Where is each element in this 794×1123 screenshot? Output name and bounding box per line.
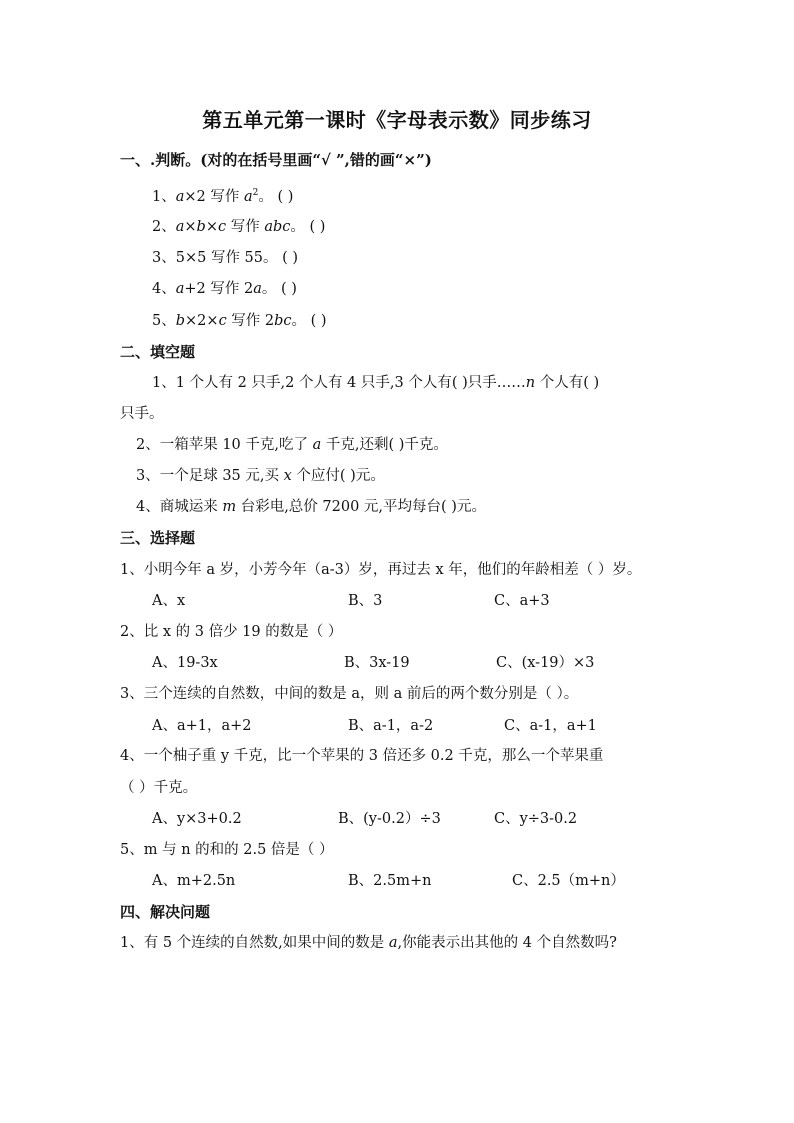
- choice-q5-option-c: C、2.5（m+n）: [512, 873, 625, 889]
- choice-q2-option-b: B、3x-19: [344, 655, 410, 671]
- fill-in-q1-line1: 1、1 个人有 2 只手,2 个人有 4 只手,3 个人有( )只手……n 个人有( ): [152, 375, 600, 391]
- choice-q1: 1、小明今年 a 岁，小芳今年（a-3）岁，再过去 x 年，他们的年龄相差（ ）岁。: [120, 562, 642, 578]
- judgment-item-3: 3、5×5 写作 55。 ( ): [152, 250, 299, 266]
- choice-q4-option-b: B、(y-0.2）÷3: [338, 811, 441, 827]
- choice-q3-option-b: B、a-1，a-2: [348, 718, 434, 734]
- choice-q5-option-b: B、2.5m+n: [348, 873, 432, 889]
- choice-q2-option-c: C、(x-19）×3: [496, 655, 595, 671]
- choice-q4-line1: 4、一个柚子重 y 千克，比一个苹果的 3 倍还多 0.2 千克，那么一个苹果重: [120, 748, 604, 764]
- choice-q5: 5、m 与 n 的和的 2.5 倍是（ ）: [120, 842, 334, 858]
- judgment-item-1: 1、a×2 写作 $a^2$。 ( ): [152, 188, 294, 205]
- section-heading-judgment: 一、.判断。(对的在括号里画“√ ”,错的画“×”): [120, 151, 432, 169]
- fill-in-q1-line2: 只手。: [120, 406, 164, 422]
- section-heading-word-problems: 四、解决问题: [120, 903, 211, 921]
- choice-q3-option-c: C、a-1，a+1: [504, 718, 597, 734]
- page-title: 第五单元第一课时《字母表示数》同步练习: [202, 108, 592, 132]
- choice-q4-option-a: A、y×3+0.2: [152, 811, 242, 827]
- choice-q1-option-a: A、x: [152, 593, 186, 609]
- judgment-item-4: 4、a+2 写作 2a。 ( ): [152, 281, 297, 297]
- judgment-item-2: 2、a×b×c 写作 abc。 ( ): [152, 219, 326, 235]
- judgment-item-5: 5、b×2×c 写作 2bc。 ( ): [152, 313, 327, 329]
- choice-q5-option-a: A、m+2.5n: [152, 873, 236, 889]
- fill-in-q2: 2、一箱苹果 10 千克,吃了 a 千克,还剩( )千克。: [136, 437, 448, 453]
- fill-in-q4: 4、商城运来 m 台彩电,总价 7200 元,平均每台( )元。: [136, 499, 486, 515]
- choice-q1-option-c: C、a+3: [494, 593, 550, 609]
- choice-q3: 3、三个连续的自然数，中间的数是 a，则 a 前后的两个数分别是（ ）。: [120, 686, 579, 702]
- choice-q1-option-b: B、3: [348, 593, 383, 609]
- choice-q2: 2、比 x 的 3 倍少 19 的数是（ ）: [120, 624, 343, 640]
- choice-q4-line2: （ ）千克。: [120, 780, 198, 796]
- choice-q3-option-a: A、a+1，a+2: [152, 718, 252, 734]
- section-heading-choice: 三、选择题: [120, 529, 196, 547]
- fill-in-q3: 3、一个足球 35 元,买 x 个应付( )元。: [136, 468, 385, 484]
- word-problem-q1: 1、有 5 个连续的自然数,如果中间的数是 a,你能表示出其他的 4 个自然数吗?: [120, 935, 617, 951]
- choice-q2-option-a: A、19-3x: [152, 655, 218, 671]
- choice-q4-option-c: C、y÷3-0.2: [494, 811, 578, 827]
- section-heading-fill-in: 二、填空题: [120, 343, 196, 361]
